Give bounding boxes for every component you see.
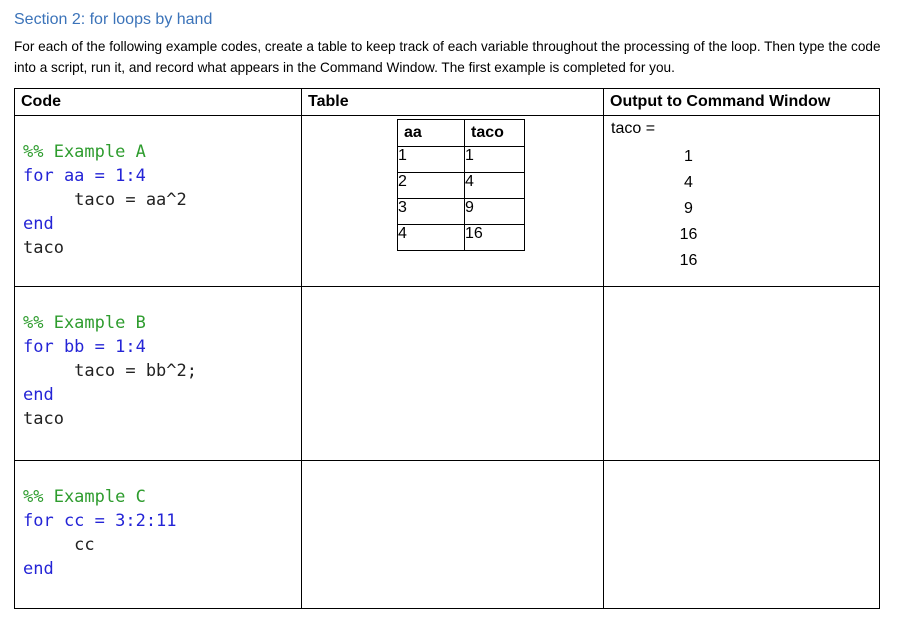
track-header-taco: taco: [465, 120, 525, 147]
code-line: end: [23, 214, 54, 234]
code-line: for bb = 1:4: [23, 337, 146, 357]
track-cell: 3: [398, 199, 465, 225]
example-b-table-cell[interactable]: [302, 287, 604, 461]
tracking-table: [397, 119, 525, 251]
example-c-row: [15, 461, 880, 609]
output-value: 1: [684, 148, 693, 165]
track-cell: 1: [398, 147, 465, 173]
example-b-output-cell[interactable]: [604, 287, 880, 461]
example-a-output: [604, 116, 879, 274]
example-a-code: [15, 116, 301, 260]
header-output: Output to Command Window: [604, 89, 880, 116]
header-code: Code: [15, 89, 302, 116]
instructions-text: For each of the following example codes, create a table to keep track of each variable throughout the processing of the loop. Then type the code into a script, run it, and record what appears in the Command Window. The first example is completed for you.: [14, 39, 881, 75]
output-value: 9: [684, 200, 693, 217]
example-c-code-cell: [15, 461, 302, 609]
output-value: 4: [684, 174, 693, 191]
track-cell: 1: [465, 147, 525, 173]
code-line: taco: [23, 238, 64, 258]
example-a-output-cell: [604, 116, 880, 287]
track-cell: 9: [465, 199, 525, 225]
code-line: %% Example C: [23, 487, 146, 507]
worksheet-table: [14, 88, 880, 609]
track-row: [398, 147, 525, 173]
example-a-code-cell: [15, 116, 302, 287]
track-row: [398, 225, 525, 251]
code-line: taco: [23, 409, 64, 429]
code-line: for aa = 1:4: [23, 166, 146, 186]
track-cell: 4: [398, 225, 465, 251]
code-line: cc: [23, 535, 95, 555]
code-line: %% Example A: [23, 142, 146, 162]
header-table: Table: [302, 89, 604, 116]
example-c-table-cell[interactable]: [302, 461, 604, 609]
track-cell: 16: [465, 225, 525, 251]
example-c-code: [15, 461, 301, 581]
code-line: for cc = 3:2:11: [23, 511, 177, 531]
track-cell: 4: [465, 173, 525, 199]
track-row: [398, 173, 525, 199]
header-row: [15, 89, 880, 116]
output-value: 16: [679, 226, 698, 243]
code-line: taco = aa^2: [23, 190, 187, 210]
track-header-aa: aa: [398, 120, 465, 147]
track-row: [398, 199, 525, 225]
code-line: %% Example B: [23, 313, 146, 333]
code-line: end: [23, 385, 54, 405]
example-a-table-cell: [302, 116, 604, 287]
output-label: taco =: [611, 120, 656, 137]
output-value: 16: [679, 252, 698, 269]
example-b-code-cell: [15, 287, 302, 461]
code-line: taco = bb^2;: [23, 361, 197, 381]
example-c-output-cell[interactable]: [604, 461, 880, 609]
example-b-code: [15, 287, 301, 431]
section-title: Section 2: for loops by hand: [14, 11, 213, 28]
track-cell: 2: [398, 173, 465, 199]
code-line: end: [23, 559, 54, 579]
example-a-row: [15, 116, 880, 287]
example-b-row: [15, 287, 880, 461]
